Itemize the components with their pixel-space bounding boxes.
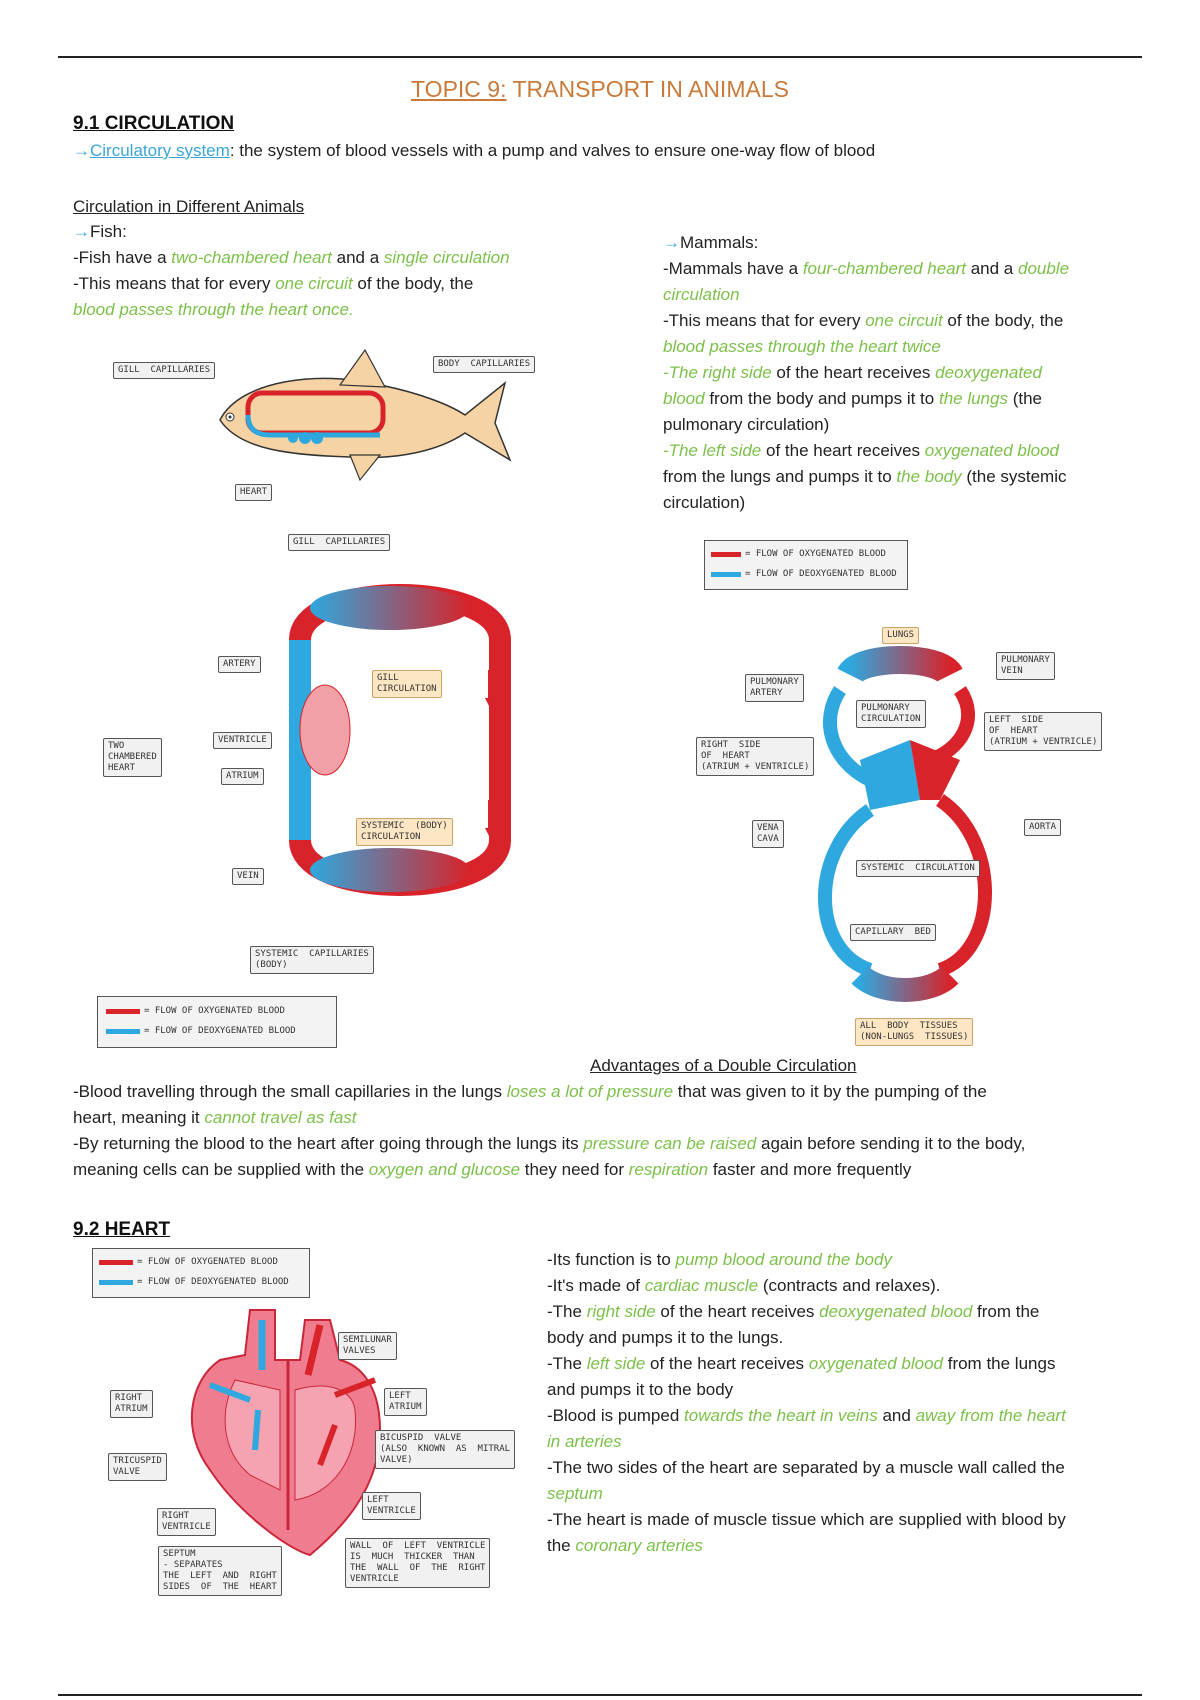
heart-text: -Its function is to pump blood around the body -It's made of cardiac muscle (contracts and relaxes). -The right side of the heart receives deoxygenated blood from the body and pumps it to the lungs. -The left side of the heart receives oxygenated blood from the lungs and pumps it to the body -Blood is pumped towards the heart in veins and away from the heart in arteries -The two sides of the heart are separated by a muscle wall called the septum -The heart is made of muscle tissue which are supplied with blood by the coronary arteries [547, 1250, 1066, 1555]
single-gill-capillaries-label: GILL CAPILLARIES [288, 534, 390, 551]
right-side-heart-label: RIGHT SIDE OF HEART (ATRIUM + VENTRICLE) [696, 737, 814, 776]
systemic-capillaries-label: SYSTEMIC CAPILLARIES (BODY) [250, 946, 374, 974]
bicuspid-valve-label: BICUSPID VALVE (ALSO KNOWN AS MITRAL VALVE) [375, 1430, 515, 1469]
legend-fish: = FLOW OF OXYGENATED BLOOD = FLOW OF DEOXYGENATED BLOOD [97, 996, 337, 1048]
advantages-heading: Advantages of a Double Circulation [590, 1056, 857, 1075]
left-ventricle-wall-label: WALL OF LEFT VENTRICLE IS MUCH THICKER THAN THE WALL OF THE RIGHT VENTRICLE [345, 1538, 490, 1588]
two-chambered-heart-label: TWO CHAMBERED HEART [103, 738, 162, 777]
vein-label: VEIN [232, 868, 264, 885]
tricuspid-valve-label: TRICUSPID VALVE [108, 1453, 167, 1481]
page-title: TOPIC 9: TRANSPORT IN ANIMALS [411, 76, 789, 102]
ventricle-label: VENTRICLE [213, 732, 272, 749]
vena-cava-label: VENA CAVA [752, 820, 784, 848]
artery-label: ARTERY [218, 656, 261, 673]
capillary-bed-label: CAPILLARY BED [850, 924, 936, 941]
left-ventricle-label: LEFT VENTRICLE [362, 1492, 421, 1520]
body-tissues-label: ALL BODY TISSUES (NON-LUNGS TISSUES) [855, 1018, 973, 1046]
circulation-subheading: Circulation in Different Animals [73, 197, 305, 216]
legend-mammal: = FLOW OF OXYGENATED BLOOD = FLOW OF DEOXYGENATED BLOOD [704, 540, 908, 590]
pulmonary-artery-label: PULMONARY ARTERY [745, 674, 804, 702]
legend-heart: = FLOW OF OXYGENATED BLOOD = FLOW OF DEOXYGENATED BLOOD [92, 1248, 310, 1298]
top-rule [58, 56, 1142, 58]
semilunar-valves-label: SEMILUNAR VALVES [338, 1332, 397, 1360]
circulatory-system-definition: →Circulatory system: the system of blood vessels with a pump and valves to ensure one-way flow of blood [73, 141, 876, 160]
lungs-label: LUNGS [882, 627, 919, 644]
advantages-text: -Blood travelling through the small capillaries in the lungs loses a lot of pressure that was given to it by the pumping of the heart, meaning it cannot travel as fast -By returning the blood to the heart after going through the lungs its pressure can be raised again before sending it to the body, meaning cells can be supplied with the oxygen and glucose they need for respiration faster and more frequently [73, 1082, 1026, 1179]
systemic-circulation-mammal-label: SYSTEMIC CIRCULATION [856, 860, 980, 877]
atrium-label: ATRIUM [221, 768, 264, 785]
fish-text: →Fish: -Fish have a two-chambered heart and a single circulation -This means that for every one circuit of the body, the blood passes through the heart once. [73, 222, 510, 319]
left-atrium-label: LEFT ATRIUM [384, 1388, 427, 1416]
section-heading-heart: 9.2 HEART [73, 1219, 171, 1240]
mammals-text: →Mammals: -Mammals have a four-chambered heart and a double circulation -This means that for every one circuit of the body, the blood passes through the heart twice -The right side of the heart receives deoxygenated blood from the body and pumps it to the lungs (the pulmonary circulation) -The left side of the heart receives oxygenated blood from the lungs and pumps it to the body (the systemic circulation) [663, 233, 1070, 512]
pulmonary-vein-label: PULMONARY VEIN [996, 652, 1055, 680]
systemic-circulation-label: SYSTEMIC (BODY) CIRCULATION [356, 818, 453, 846]
fish-heart-label: HEART [235, 484, 272, 501]
single-circulation-diagram [280, 570, 540, 910]
left-side-heart-label: LEFT SIDE OF HEART (ATRIUM + VENTRICLE) [984, 712, 1102, 751]
right-atrium-label: RIGHT ATRIUM [110, 1390, 153, 1418]
fish-gill-capillaries-label: GILL CAPILLARIES [113, 362, 215, 379]
fish-body-capillaries-label: BODY CAPILLARIES [433, 356, 535, 373]
pulmonary-circulation-label: PULMONARY CIRCULATION [856, 700, 926, 728]
septum-label: SEPTUM - SEPARATES THE LEFT AND RIGHT SIDES OF THE HEART [158, 1546, 282, 1596]
bottom-rule [58, 1694, 1142, 1696]
gill-circulation-label: GILL CIRCULATION [372, 670, 442, 698]
right-ventricle-label: RIGHT VENTRICLE [157, 1508, 216, 1536]
aorta-label: AORTA [1024, 819, 1061, 836]
section-heading-circulation: 9.1 CIRCULATION [73, 113, 235, 134]
